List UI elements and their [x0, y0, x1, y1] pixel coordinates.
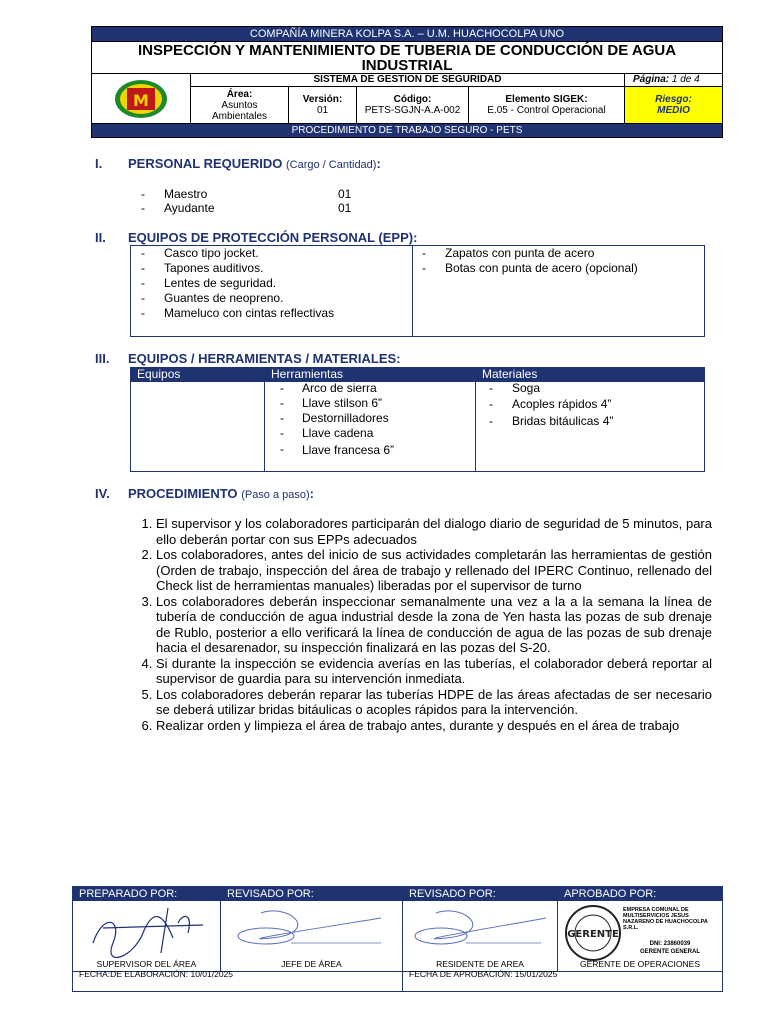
list-dash: -	[280, 396, 284, 410]
stamp-dni: DNI: 23860039	[649, 941, 691, 947]
section-1-subtitle: (Cargo / Cantidad)	[285, 159, 377, 171]
list-dash: -	[141, 291, 145, 305]
reviewed-by-label-2: REVISADO POR:	[409, 888, 496, 900]
col-materiales: Materiales	[482, 367, 538, 381]
material-item: Acoples rápidos 4”	[512, 397, 612, 411]
material-item: Soga	[512, 381, 541, 395]
title-line-2: INDUSTRIAL	[361, 57, 453, 74]
tool-item: Llave stilson 6”	[302, 396, 383, 410]
page-indicator	[625, 74, 722, 86]
epp-item: Guantes de neopreno.	[164, 291, 284, 305]
personnel-qty: 01	[338, 201, 352, 215]
epp-item: Tapones auditivos.	[164, 261, 264, 275]
personnel-role: Maestro	[164, 187, 208, 201]
elaboration-date: FECHA:DE ELABORACIÓN: 10/01/2025	[79, 969, 234, 979]
area-value-2: Ambientales	[211, 110, 268, 122]
list-dash: -	[141, 201, 145, 215]
epp-item: Casco tipo jocket.	[164, 246, 259, 260]
procedure-step: 6. Realizar orden y limpieza el área de trabajo antes, durante y después en el área de trabajo	[156, 718, 712, 734]
list-dash: -	[141, 246, 145, 260]
col-herramientas: Herramientas	[271, 367, 344, 381]
management-system: SISTEMA DE GESTION DE SEGURIDAD	[191, 74, 625, 86]
version-value: 01	[316, 105, 329, 116]
procedure-step: 3. Los colaboradores deberán inspeccionar semanalmente una vez a la a la semana la línea de tubería de conducción de agua industrial desde la zona de Yen hasta las pozas de sub drenaje de Rublo, posterior a ello verificará la línea de conducción de agua de las pozas de sub drenaje hacia el desarenador, su inspección finalizará en las pozas del S-20.	[156, 594, 712, 656]
sig-divider-2	[402, 887, 403, 991]
list-dash: -	[422, 246, 426, 260]
list-dash: -	[489, 381, 493, 395]
personnel-role: Ayudante	[164, 201, 215, 215]
company-logo	[92, 74, 191, 123]
list-dash: -	[141, 261, 145, 275]
section-1-title	[128, 156, 381, 171]
version-label: Versión:	[302, 94, 343, 105]
signature-table	[72, 886, 723, 992]
section-4-number: IV.	[95, 486, 110, 501]
reviewed-by-label-1: REVISADO POR:	[227, 888, 314, 900]
risk-label: Riesgo:	[655, 94, 692, 105]
epp-divider	[412, 246, 413, 336]
page-value: 1 de 4	[671, 74, 700, 85]
tools-divider-2	[475, 368, 476, 471]
signature-resident	[411, 903, 551, 963]
epp-item: Mameluco con cintas reflectivas	[164, 306, 335, 320]
sigek-cell	[469, 87, 625, 123]
section-4-title	[128, 486, 314, 501]
col-equipos: Equipos	[137, 367, 181, 381]
procedure-step: 5. Los colaboradores deberán reparar las tuberías HDPE de las áreas afectadas de ser necesario se deberá utilizar bridas bitáulicas o acoples rápidos para la intervención.	[156, 687, 712, 718]
list-dash: -	[280, 381, 284, 395]
section-3-title: EQUIPOS / HERRAMIENTAS / MATERIALES:	[128, 351, 401, 366]
list-dash: -	[280, 442, 284, 456]
approval-date: FECHA DE APROBACIÓN: 15/01/2025	[409, 969, 558, 979]
list-dash: -	[489, 414, 493, 428]
section-2-number: II.	[95, 230, 106, 245]
area-label: Área:	[226, 88, 253, 100]
stamp-title: GERENTE GENERAL	[639, 949, 700, 955]
role-resident: RESIDENTE DE AREA	[436, 959, 524, 969]
tools-table	[130, 367, 705, 472]
epp-item: Botas con punta de acero (opcional)	[445, 261, 638, 275]
version-cell	[289, 87, 357, 123]
section-2-title: EQUIPOS DE PROTECCIÓN PERSONAL (EPP):	[128, 230, 418, 245]
procedure-steps	[132, 516, 712, 733]
personnel-qty: 01	[338, 187, 352, 201]
epp-item: Zapatos con punta de acero	[445, 246, 595, 260]
page-label: Página:	[633, 74, 670, 85]
risk-value: MEDIO	[657, 105, 690, 116]
approval-stamp	[563, 903, 718, 967]
list-dash: -	[422, 261, 426, 275]
sigek-label: Elemento SIGEK:	[505, 94, 588, 105]
signature-area-chief	[231, 903, 396, 963]
document-header	[91, 26, 723, 138]
section-4-colon: :	[309, 486, 315, 501]
tool-item: Destornilladores	[302, 411, 389, 425]
tools-divider-1	[264, 368, 265, 471]
section-4-heading: PROCEDIMIENTO	[128, 486, 238, 501]
list-dash: -	[280, 411, 284, 425]
company-seal-icon	[563, 903, 623, 963]
role-supervisor: SUPERVISOR DEL ÁREA	[96, 959, 197, 969]
tool-item: Llave francesa 6”	[302, 443, 395, 457]
tools-table-header	[131, 368, 704, 382]
code-cell	[357, 87, 469, 123]
material-item: Bridas bitáulicas 4”	[512, 414, 614, 428]
section-3-number: III.	[95, 351, 110, 366]
code-value: PETS-SGJN-A.A-002	[364, 105, 461, 116]
document-title	[92, 41, 722, 73]
list-dash: -	[489, 397, 493, 411]
procedure-step: 1. El supervisor y los colaboradores participarán del dialogo diario de seguridad de 5 minutos, para ello deberán portar con sus EPPs adecuados	[156, 516, 712, 547]
section-1-number: I.	[95, 156, 103, 171]
risk-cell	[625, 87, 722, 123]
role-area-chief: JEFE DE ÁREA	[281, 959, 342, 969]
epp-item: Lentes de seguridad.	[164, 276, 277, 290]
procedure-bar: PROCEDIMIENTO DE TRABAJO SEGURO - PETS	[92, 123, 722, 137]
title-line-1: INSPECCIÓN Y MANTENIMIENTO DE TUBERIA DE CONDUCCIÓN DE AGUA	[137, 42, 677, 59]
tool-item: Arco de sierra	[302, 381, 377, 395]
list-dash: -	[141, 187, 145, 201]
list-dash: -	[141, 276, 145, 290]
list-dash: -	[141, 306, 145, 320]
section-1-heading: PERSONAL REQUERIDO	[128, 156, 283, 171]
section-4-subtitle: (Paso a paso)	[241, 489, 310, 501]
role-operations-manager: GERENTE DE OPERACIONES	[580, 959, 700, 969]
code-label: Código:	[393, 94, 432, 105]
approved-by-label: APROBADO POR:	[564, 888, 657, 900]
procedure-step: 2. Los colaboradores, antes del inicio de sus actividades completarán las herramientas de gestión (Orden de trabajo, inspección del área de trabajo y rellenado del IPERC Continuo, rellenado del Check list de herramientas manuales) liberadas por el supervisor de turno	[156, 547, 712, 594]
sigek-value: E.05 - Control Operacional	[487, 105, 606, 116]
signature-supervisor	[83, 903, 213, 961]
list-dash: -	[280, 426, 284, 440]
section-1-colon: :	[376, 156, 381, 171]
svg-text:M: M	[133, 90, 149, 110]
company-name: COMPAÑÍA MINERA KOLPA S.A. – U.M. HUACHOCOLPA UNO	[92, 27, 722, 41]
area-cell	[191, 87, 289, 123]
procedure-step: 4. Si durante la inspección se evidencia averías en las tuberías, el colaborador deberá reportar al supervisor de guardia para su intervención inmediata.	[156, 656, 712, 687]
stamp-company: EMPRESA COMUNAL DE MULTISERVICIOS JESUS NAZARENO DE HUACHOCOLPA S.R.L.	[623, 907, 708, 931]
area-value-1: Asuntos	[221, 99, 258, 111]
svg-text:GERENTE: GERENTE	[567, 929, 619, 940]
prepared-by-label: PREPARADO POR:	[79, 888, 178, 900]
tool-item: Llave cadena	[302, 426, 374, 440]
